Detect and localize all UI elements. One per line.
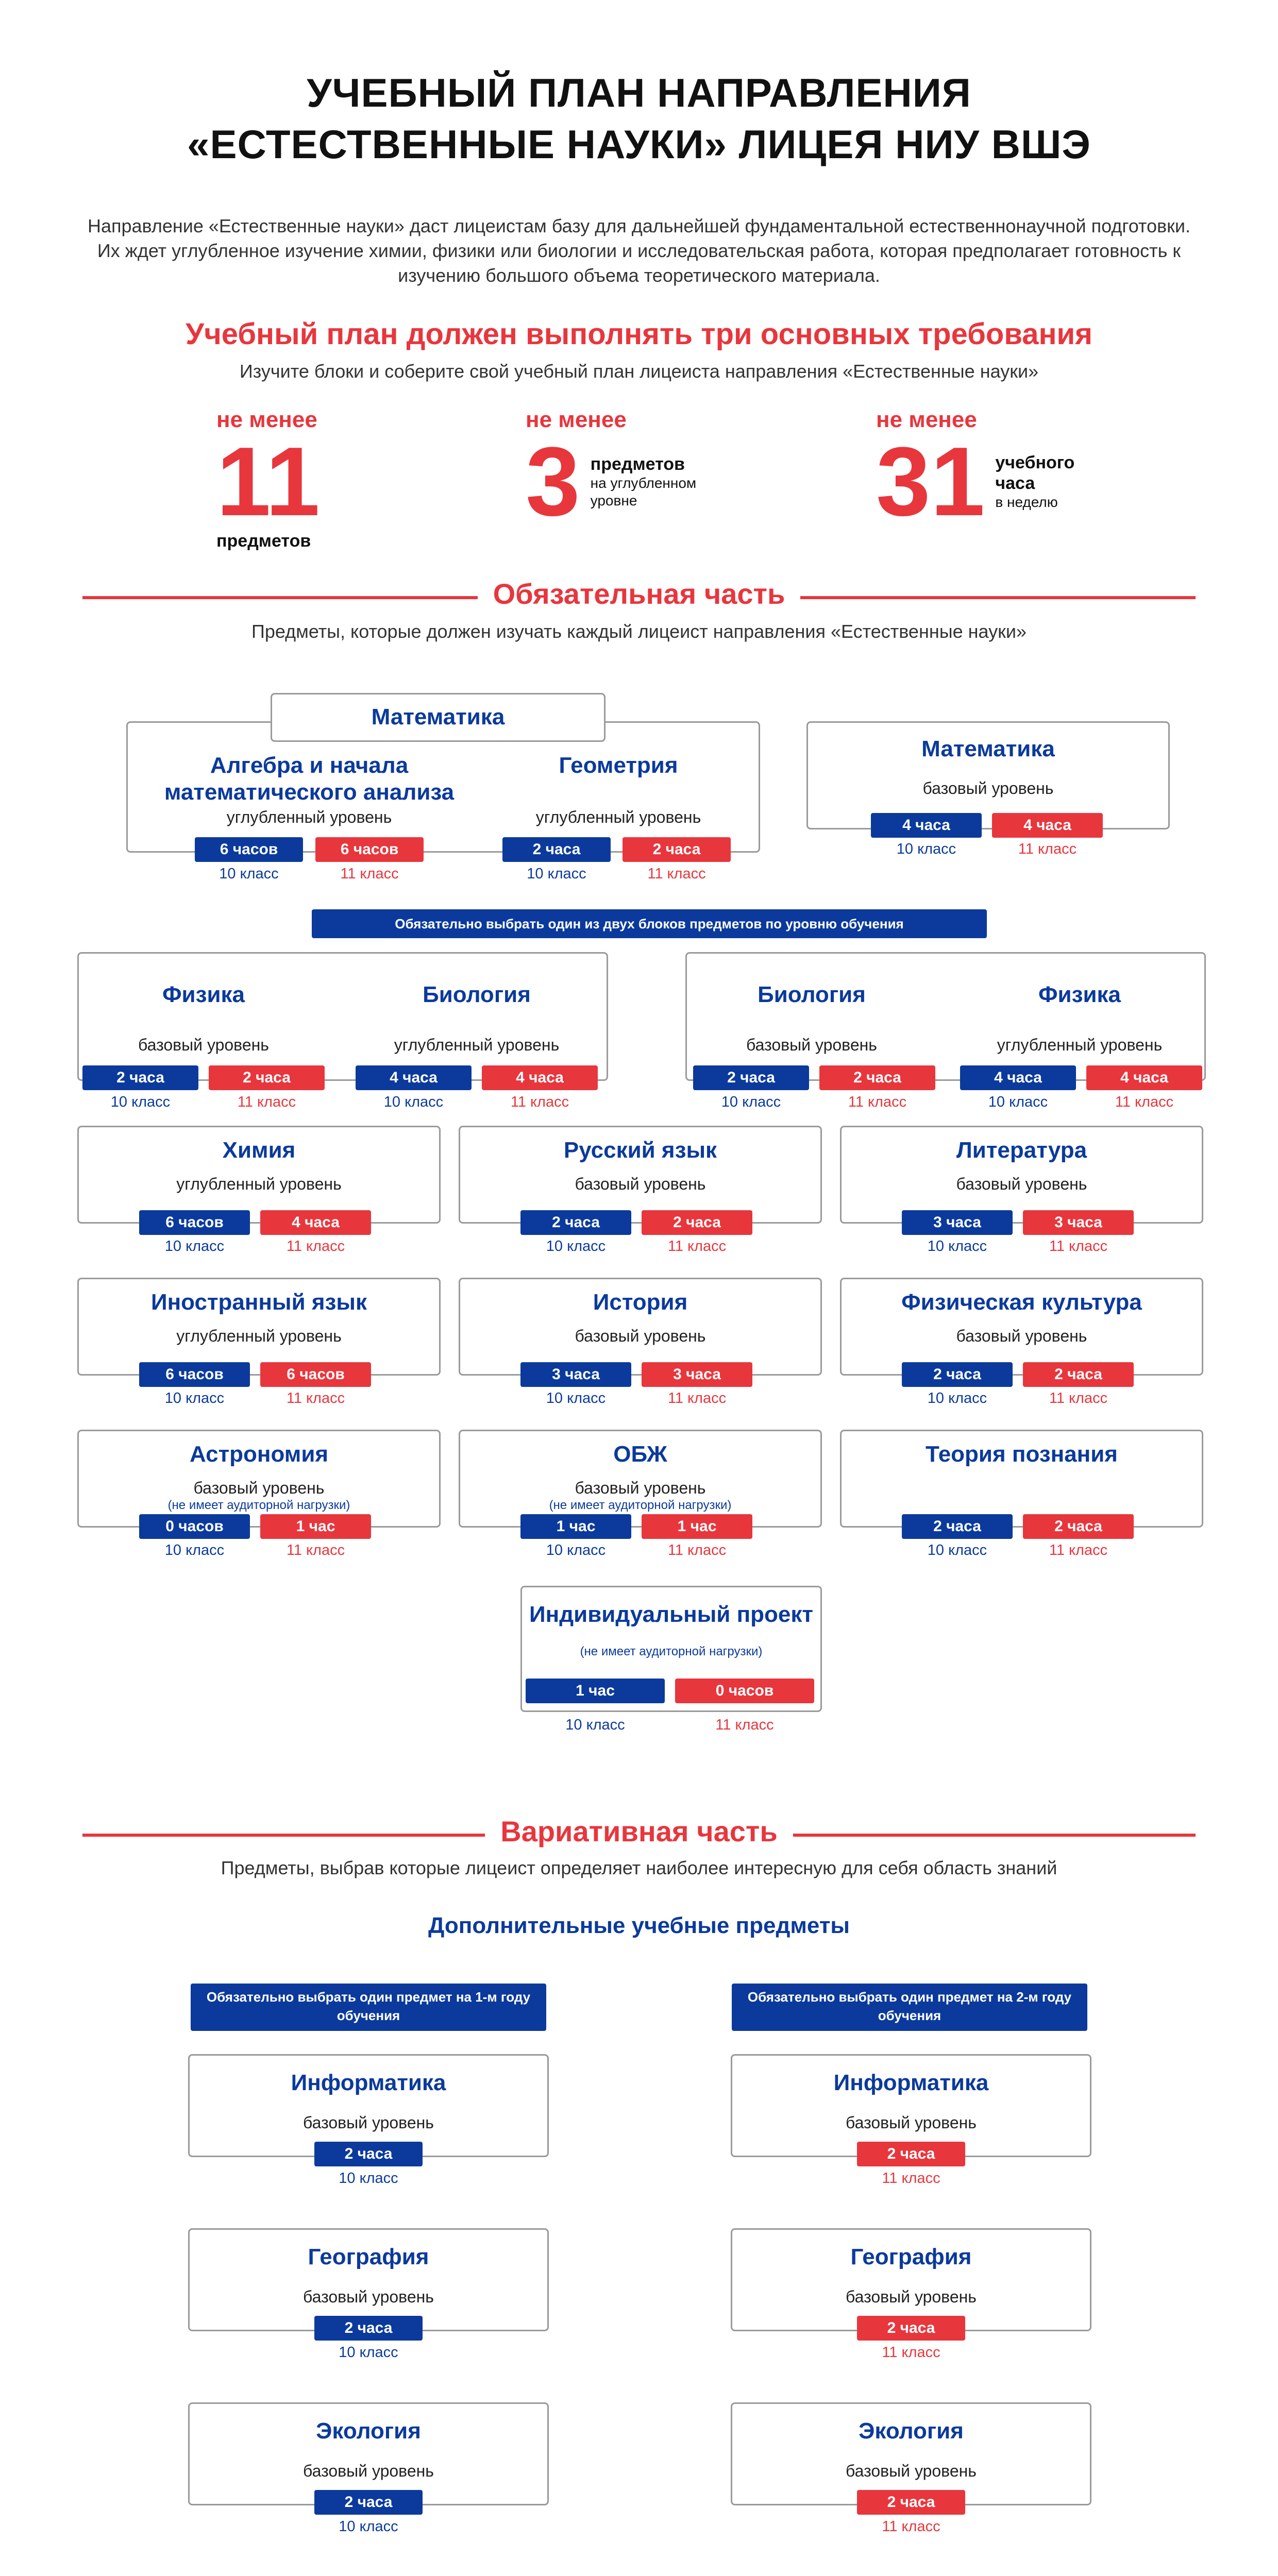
subject-hours-10: 0 часов [139, 1514, 250, 1539]
subject-title: ОБЖ [613, 1442, 667, 1467]
block-b-biology-hours-10: 2 часа [693, 1065, 809, 1090]
intro-text: Направление «Естественные науки» даст лицеистам базу для дальнейшей фундаментальной естественнонаучной подготовки. Их ждет углубленное изучение химии, физики или биологии и исследовательская работа, которая предполагает готовность к изучению большого объема теоретического материала. [87, 215, 1191, 286]
project-hours-11: 0 часов [675, 1679, 814, 1703]
algebra-hours-11: 6 часов [315, 837, 424, 862]
grade-11-label: 11 класс [286, 1542, 345, 1558]
subject-hours-11: 3 часа [1023, 1210, 1134, 1235]
subject-hours-10: 3 часа [520, 1362, 631, 1387]
page-title [0, 67, 1278, 170]
grade-10-label: 10 класс [339, 2170, 398, 2187]
project-note: (не имеет аудиторной нагрузки) [580, 1645, 763, 1658]
variative-subject-hours: 2 часа [314, 2142, 423, 2166]
grade-11-label: 11 класс [882, 2344, 940, 2361]
subject-level: базовый уровень [575, 1479, 706, 1497]
grade-10-label: 10 класс [565, 1717, 625, 1733]
variative-subject-title: Экология [859, 2418, 964, 2444]
left-choice-banner: Обязательно выбрать один предмет на 1-м году обучения [191, 1984, 546, 2031]
block-a-biology-hours-10: 4 часа [356, 1065, 472, 1090]
subject-level: базовый уровень [575, 1175, 706, 1193]
variative-subject-level: базовый уровень [846, 2113, 977, 2132]
grade-10-label: 10 класс [110, 1094, 171, 1110]
block-a-physics-hours-10: 2 часа [82, 1065, 198, 1090]
subject-level: базовый уровень [956, 1175, 1087, 1193]
subject-hours-11: 2 часа [1023, 1514, 1134, 1539]
grade-10-label: 10 класс [927, 1390, 987, 1406]
variative-subject-hours: 2 часа [857, 2316, 965, 2341]
right-choice-banner: Обязательно выбрать один предмет на 2-м году обучения [732, 1984, 1087, 2031]
block-b-physics-title: Физика [1038, 982, 1121, 1007]
requirement-number: 31 [876, 427, 985, 536]
subject-hours-11: 4 часа [260, 1210, 371, 1235]
block-a-physics-hours-11: 2 часа [209, 1065, 325, 1090]
variative-subject-level: базовый уровень [303, 2113, 434, 2132]
grade-10-label: 10 класс [927, 1238, 987, 1255]
math-alt-hours-10: 4 часа [871, 813, 982, 838]
title-line-2: «ЕСТЕСТВЕННЫЕ НАУКИ» ЛИЦЕЯ НИУ ВШЭ [187, 122, 1091, 167]
subject-hours-11: 6 часов [260, 1362, 371, 1387]
grade-11-label: 11 класс [1049, 1542, 1108, 1558]
requirement-3 [876, 407, 1108, 536]
subject-hours-11: 3 часа [642, 1362, 752, 1387]
grade-11-label: 11 класс [1049, 1390, 1108, 1406]
grade-11-label: 11 класс [237, 1094, 296, 1110]
grade-11-label: 11 класс [667, 1238, 727, 1255]
requirement-number: 3 [526, 427, 580, 536]
grade-10-label: 10 класс [546, 1238, 606, 1255]
variative-subject-title: География [308, 2244, 429, 2269]
block-b-box [685, 952, 1206, 1081]
grade-10-label: 10 класс [546, 1390, 606, 1406]
variative-subject-title: Информатика [291, 2070, 446, 2095]
subject-title: Литература [956, 1138, 1087, 1163]
requirements-heading: Учебный план должен выполнять три основных требования [185, 317, 1093, 351]
mandatory-title: Обязательная часть [478, 578, 801, 610]
subject-hours-11: 1 час [642, 1514, 752, 1539]
subject-hours-11: 2 часа [642, 1210, 752, 1235]
requirement-text: предметов [216, 531, 311, 551]
requirement-2 [526, 407, 745, 536]
subject-hours-10: 2 часа [902, 1362, 1013, 1387]
variative-subject-title: География [850, 2244, 972, 2269]
subject-title: Химия [222, 1138, 296, 1163]
grade-11-label: 11 класс [667, 1542, 727, 1558]
subject-title: История [593, 1290, 688, 1315]
variative-subject-hours: 2 часа [314, 2490, 423, 2515]
subject-title: Иностранный язык [150, 1290, 367, 1315]
grade-11-label: 11 класс [340, 866, 399, 882]
subject-hours-10: 1 час [520, 1514, 631, 1539]
math-alt-hours-11: 4 часа [992, 813, 1103, 838]
block-b-biology-title: Биология [758, 982, 866, 1007]
algebra-title: Алгебра и начала математического анализа [164, 753, 455, 805]
math-alt-title: Математика [921, 736, 1055, 761]
subject-hours-10: 6 часов [139, 1210, 250, 1235]
grade-10-label: 10 класс [383, 1094, 444, 1110]
block-a-physics-title: Физика [162, 982, 245, 1007]
subject-level: базовый уровень [193, 1479, 325, 1497]
variative-subject-hours: 2 часа [857, 2142, 965, 2166]
mandatory-title-wrap [0, 577, 1278, 611]
variative-subject-hours: 2 часа [857, 2490, 965, 2515]
requirement-label: не менее [876, 407, 977, 432]
subject-title: Физическая культура [901, 1290, 1142, 1315]
grade-10-label: 10 класс [527, 866, 586, 882]
grade-11-label: 11 класс [510, 1094, 569, 1110]
requirements-subheading: Изучите блоки и соберите свой учебный план лицеиста направления «Естественные науки» [239, 361, 1039, 382]
requirement-small: на углубленном уровне [590, 475, 697, 509]
variative-subject-title: Экология [316, 2418, 421, 2444]
project-hours-10: 1 час [526, 1679, 665, 1703]
block-b-physics-hours-11: 4 часа [1086, 1065, 1202, 1090]
grade-10-label: 10 класс [164, 1390, 225, 1406]
grade-11-label: 11 класс [1018, 841, 1077, 857]
grade-11-label: 11 класс [882, 2170, 940, 2187]
grade-11-label: 11 класс [286, 1390, 345, 1406]
block-b-physics-level: углубленный уровень [997, 1036, 1163, 1054]
grade-10-label: 10 класс [546, 1542, 606, 1558]
grade-10-label: 10 класс [988, 1094, 1048, 1110]
block-a-box [77, 952, 608, 1081]
grade-10-label: 10 класс [721, 1094, 781, 1110]
subject-title: Теория познания [926, 1442, 1118, 1467]
variative-heading: Дополнительные учебные предметы [428, 1913, 850, 1938]
variative-subject-title: Информатика [833, 2070, 989, 2095]
geometry-level: углубленный уровень [535, 808, 701, 826]
requirement-number: 11 [216, 427, 320, 536]
subject-level: базовый уровень [956, 1327, 1087, 1345]
math-alt-level: базовый уровень [922, 779, 1054, 798]
block-b-biology-level: базовый уровень [746, 1036, 877, 1054]
subject-title: Астрономия [189, 1442, 329, 1467]
subject-hours-10: 2 часа [520, 1210, 631, 1235]
algebra-hours-10: 6 часов [195, 837, 303, 862]
math-group-header: Математика [271, 693, 606, 742]
requirement-text: учебного часа [995, 453, 1075, 493]
variative-subject-level: базовый уровень [846, 2462, 977, 2480]
subject-hours-11: 1 час [260, 1514, 371, 1539]
grade-11-label: 11 класс [647, 866, 706, 882]
grade-11-label: 11 класс [715, 1717, 774, 1733]
subject-note: (не имеет аудиторной нагрузки) [549, 1498, 732, 1512]
variative-title: Вариативная часть [485, 1815, 793, 1848]
subject-title: Русский язык [563, 1138, 717, 1163]
variative-subtitle: Предметы, выбрав которые лицеист определяет наиболее интересную для себя область знаний [221, 1857, 1057, 1878]
grade-10-label: 10 класс [164, 1238, 225, 1255]
requirement-1 [216, 407, 320, 551]
mandatory-subtitle: Предметы, которые должен изучать каждый лицеист направления «Естественные науки» [251, 621, 1027, 642]
geometry-hours-10: 2 часа [502, 837, 611, 862]
grade-10-label: 10 класс [339, 2344, 398, 2361]
block-a-biology-level: углубленный уровень [394, 1036, 560, 1054]
grade-10-label: 10 класс [927, 1542, 987, 1558]
geometry-title: Геометрия [559, 753, 678, 778]
subject-hours-11: 2 часа [1023, 1362, 1134, 1387]
grade-11-label: 11 класс [1115, 1094, 1174, 1110]
grade-11-label: 11 класс [1049, 1238, 1108, 1255]
grade-10-label: 10 класс [164, 1542, 225, 1558]
requirement-label: не менее [526, 407, 627, 432]
variative-subject-level: базовый уровень [303, 2287, 434, 2306]
subject-level: углубленный уровень [176, 1175, 342, 1193]
subject-level: углубленный уровень [176, 1327, 342, 1345]
grade-10-label: 10 класс [339, 2518, 398, 2535]
block-a-biology-hours-11: 4 часа [482, 1065, 598, 1090]
requirement-small: в неделю [995, 494, 1058, 510]
grade-11-label: 11 класс [286, 1238, 345, 1255]
subject-level: базовый уровень [575, 1327, 706, 1345]
subject-hours-10: 2 часа [902, 1514, 1013, 1539]
requirement-label: не менее [216, 407, 317, 432]
algebra-level: углубленный уровень [226, 808, 392, 826]
choice-banner: Обязательно выбрать один из двух блоков предметов по уровню обучения [312, 909, 987, 938]
subject-hours-10: 6 часов [139, 1362, 250, 1387]
subject-hours-10: 3 часа [902, 1210, 1013, 1235]
grade-10-label: 10 класс [219, 866, 279, 882]
block-b-biology-hours-11: 2 часа [819, 1065, 935, 1090]
grade-10-label: 10 класс [896, 841, 956, 857]
requirement-text: предметов [590, 454, 685, 474]
grade-11-label: 11 класс [848, 1094, 907, 1110]
grade-11-label: 11 класс [667, 1390, 727, 1406]
variative-subject-level: базовый уровень [303, 2462, 434, 2480]
project-title: Индивидуальный проект [529, 1602, 813, 1627]
subject-note: (не имеет аудиторной нагрузки) [167, 1498, 350, 1512]
block-a-physics-level: базовый уровень [138, 1036, 269, 1054]
block-a-biology-title: Биология [423, 982, 531, 1007]
block-b-physics-hours-10: 4 часа [960, 1065, 1076, 1090]
geometry-hours-11: 2 часа [623, 837, 731, 862]
variative-subject-level: базовый уровень [846, 2287, 977, 2306]
title-line-1: УЧЕБНЫЙ ПЛАН НАПРАВЛЕНИЯ [307, 70, 971, 115]
grade-11-label: 11 класс [882, 2518, 940, 2535]
variative-subject-hours: 2 часа [314, 2316, 423, 2341]
variative-title-wrap [0, 1815, 1278, 1848]
